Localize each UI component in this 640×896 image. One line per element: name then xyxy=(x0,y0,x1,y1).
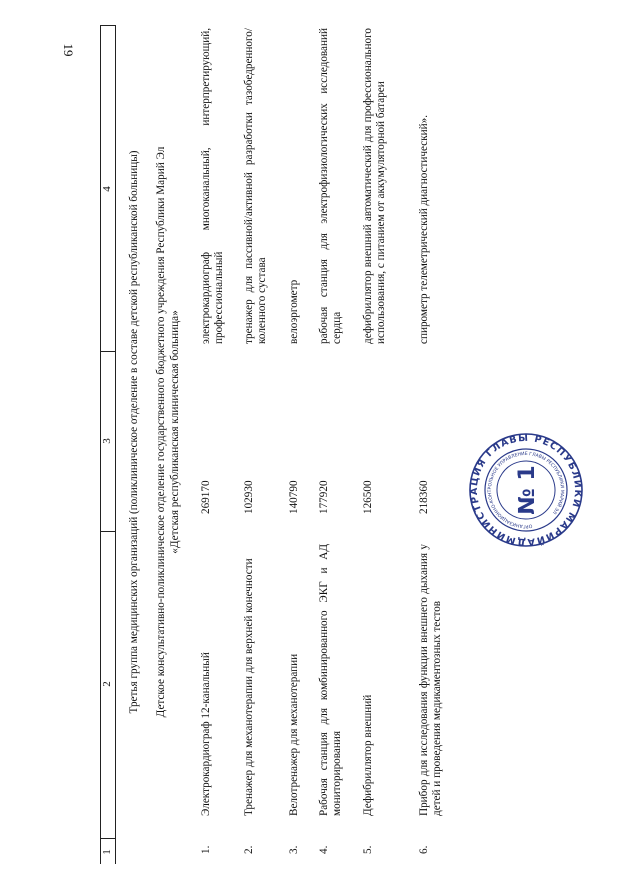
row-4-number: 4. xyxy=(318,845,330,854)
row-4-name: Рабочая станция для комбинированного ЭКГ и АД мониторирования xyxy=(318,544,343,816)
row-6-description: спирометр телеметрический диагностический». xyxy=(418,114,430,344)
department-line-2: «Детская республиканская клиническая больница» xyxy=(169,310,181,554)
table-col-divider-4 xyxy=(100,25,116,26)
row-2-name: Тренажер для механотерапии для верхней конечности xyxy=(243,558,255,816)
row-3-description: велоэргометр xyxy=(288,279,300,344)
column-number-3: 3 xyxy=(101,438,113,444)
row-5-price: 126500 xyxy=(362,480,374,514)
row-4-description: рабочая станция для электрофизиологических исследований сердца xyxy=(318,28,343,344)
page-number: 19 xyxy=(61,43,76,57)
row-6-name: Прибор для исследования функции внешнего дыхания у детей и проведения медикаментозных тестов xyxy=(418,544,443,816)
table-col-divider-2 xyxy=(100,531,116,532)
row-1-price: 269170 xyxy=(200,480,212,514)
column-number-1: 1 xyxy=(101,849,113,855)
row-5-number: 5. xyxy=(362,845,374,854)
table-header-bottom-rule xyxy=(115,26,116,864)
row-5-description: дефибриллятор внешний автоматический для профессионального использования, с питанием от аккумуляторной батареи xyxy=(362,28,387,344)
row-1-description: электрокардиограф многоканальный, интерпретирующий, профессиональный xyxy=(200,28,225,344)
stamp-inner-text: ОРГАНИЗАЦИОННО-КОНТРОЛЬНОЕ УПРАВЛЕНИЕ ГЛАВЫ РЕСПУБЛИКИ МАРИЙ ЭЛ xyxy=(487,451,565,529)
column-number-4: 4 xyxy=(101,186,113,192)
row-2-price: 102930 xyxy=(243,480,255,514)
row-1-number: 1. xyxy=(200,845,212,854)
official-seal-stamp xyxy=(468,432,584,548)
row-4-price: 177920 xyxy=(318,480,330,514)
row-3-price: 140790 xyxy=(288,480,300,514)
table-col-divider-1 xyxy=(100,838,116,839)
column-number-2: 2 xyxy=(101,681,113,687)
row-3-name: Велотренажер для механотерапии xyxy=(288,653,300,816)
row-5-name: Дефибриллятор внешний xyxy=(362,694,374,816)
row-3-number: 3. xyxy=(288,845,300,854)
table-col-divider-3 xyxy=(100,351,116,352)
group-title: Третья группа медицинских организаций (поликлиническое отделение в составе детской республиканской больницы) xyxy=(128,150,140,714)
stamp-outer-text: АДМИНИСТРАЦИЯ ГЛАВЫ РЕСПУБЛИКИ МАРИЙ xyxy=(468,432,584,548)
row-6-price: 218360 xyxy=(418,480,430,514)
row-2-number: 2. xyxy=(243,845,255,854)
row-1-name: Электрокардиограф 12-канальный xyxy=(200,652,212,816)
row-2-description: тренажер для пассивной/активной разработки тазобедренного/коленного сустава xyxy=(243,28,268,344)
department-line-1: Детское консультативно-поликлиническое отделение государственного бюджетного учреждения Республики Марий Эл xyxy=(155,146,167,718)
row-6-number: 6. xyxy=(418,845,430,854)
stamp-number: № 1 xyxy=(515,465,540,515)
